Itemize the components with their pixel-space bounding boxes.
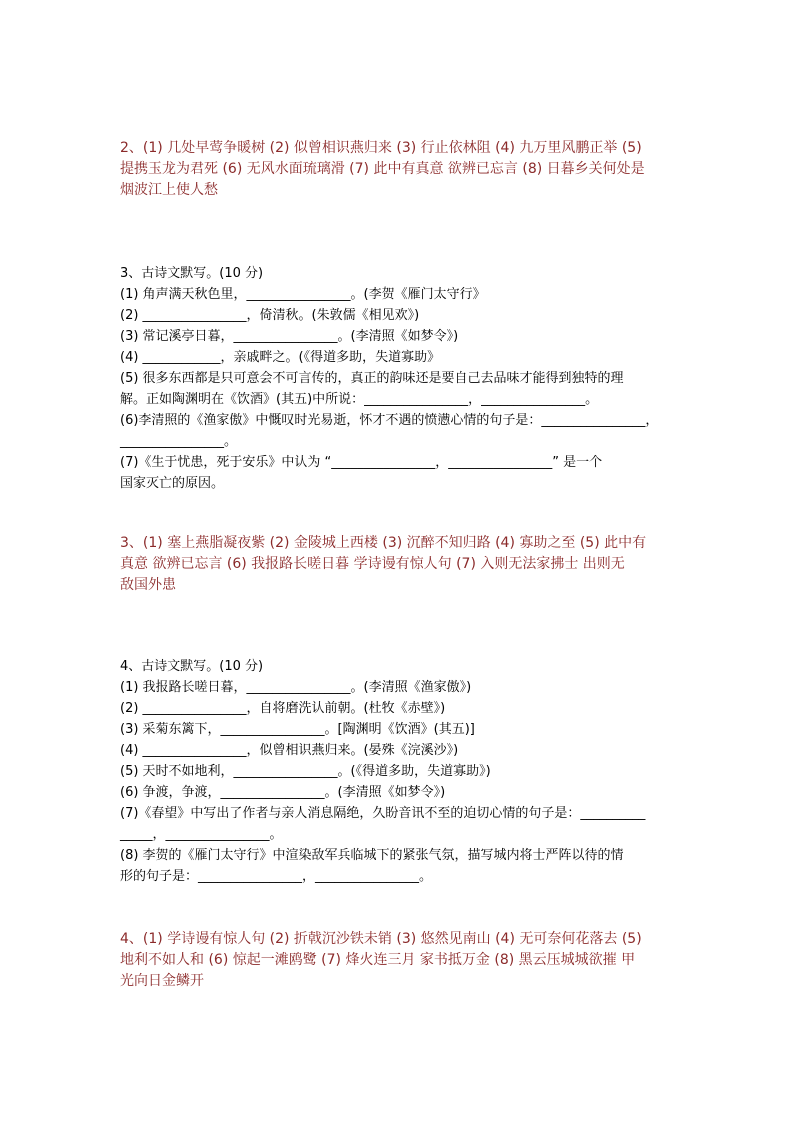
question-line: (7)《生于忧患，死于安乐》中认为 “________________，________________” 是一个 xyxy=(120,455,603,470)
question-line: (7)《春望》中写出了作者与亲人消息隔绝，久盼音讯不至的迫切心情的句子是：__________ xyxy=(120,806,646,821)
question-line: (1) 角声满天秋色里，________________。(李贺《雁门太守行》 xyxy=(120,287,486,302)
question-line: (5) 天时不如地利，________________。(《得道多助，失道寡助》) xyxy=(120,764,491,779)
answer-line: 敌国外患 xyxy=(120,577,176,593)
question-line: 国家灭亡的原因。 xyxy=(120,476,225,491)
question-line: (1) 我报路长嗟日暮，________________。(李清照《渔家傲》) xyxy=(120,680,472,695)
question-line: 形的句子是：________________，________________。 xyxy=(120,869,433,884)
question-line: (4) ____________，亲戚畔之。(《得道多助，失道寡助》 xyxy=(120,350,441,365)
question-heading: 4、古诗文默写。(10 分) xyxy=(120,659,264,674)
question-line: (6) 争渡，争渡，________________。(李清照《如梦令》) xyxy=(120,785,446,800)
question-line: (4) ________________，似曾相识燕归来。(晏殊《浣溪沙》) xyxy=(120,743,459,758)
answer-line: 4、(1) 学诗谩有惊人句 (2) 折戟沉沙铁未销 (3) 悠然见南山 (4) 无可奈何花落去 (5) xyxy=(120,931,642,947)
question-line: (2) ________________，自将磨洗认前朝。(杜牧《赤壁》) xyxy=(120,701,446,716)
question-line: 解。正如陶渊明在《饮酒》(其五)中所说：________________，________________。 xyxy=(120,392,599,407)
question-line: (6)李清照的《渔家傲》中慨叹时光易逝，怀才不遇的愤懑心情的句子是：________________， xyxy=(120,413,659,428)
question-line: ________________。 xyxy=(120,434,238,449)
answer-line: 地利不如人和 (6) 惊起一滩鸥鹭 (7) 烽火连三月 家书抵万金 (8) 黑云压城城欲摧 甲 xyxy=(120,952,636,968)
answer-line: 烟波江上使人愁 xyxy=(120,182,218,198)
question-line: (8) 李贺的《雁门太守行》中渲染敌军兵临城下的紧张气氛，描写城内将士严阵以待的情 xyxy=(120,848,624,863)
question-section-4 xyxy=(120,656,680,887)
question-line: (3) 常记溪亭日暮，________________。(李清照《如梦令》) xyxy=(120,329,459,344)
question-section-3 xyxy=(120,263,680,494)
answer-line: 真意 欲辨已忘言 (6) 我报路长嗟日暮 学诗谩有惊人句 (7) 入则无法家拂士 出则无 xyxy=(120,556,625,572)
question-line: (3) 采菊东篱下，________________。[陶渊明《饮酒》(其五)] xyxy=(120,722,475,737)
answer-section-4 xyxy=(120,929,680,992)
question-heading: 3、古诗文默写。(10 分) xyxy=(120,266,264,281)
answer-line: 2、(1) 几处早莺争暖树 (2) 似曾相识燕归来 (3) 行止依林阻 (4) 九万里风鹏正举 (5) xyxy=(120,140,642,156)
answer-line: 3、(1) 塞上燕脂凝夜紫 (2) 金陵城上西楼 (3) 沉醉不知归路 (4) 寡助之至 (5) 此中有 xyxy=(120,535,647,551)
answer-line: 提携玉龙为君死 (6) 无风水面琉璃滑 (7) 此中有真意 欲辨已忘言 (8) 日暮乡关何处是 xyxy=(120,161,645,177)
answer-section-2 xyxy=(120,138,680,201)
question-line: (5) 很多东西都是只可意会不可言传的，真正的韵味还是要自己去品味才能得到独特的理 xyxy=(120,371,624,386)
question-line: (2) ________________，倚清秋。(朱敦儒《相见欢》) xyxy=(120,308,420,323)
answer-section-3 xyxy=(120,533,680,596)
question-line: _____，________________。 xyxy=(120,827,283,842)
answer-line: 光向日金鳞开 xyxy=(120,973,204,989)
